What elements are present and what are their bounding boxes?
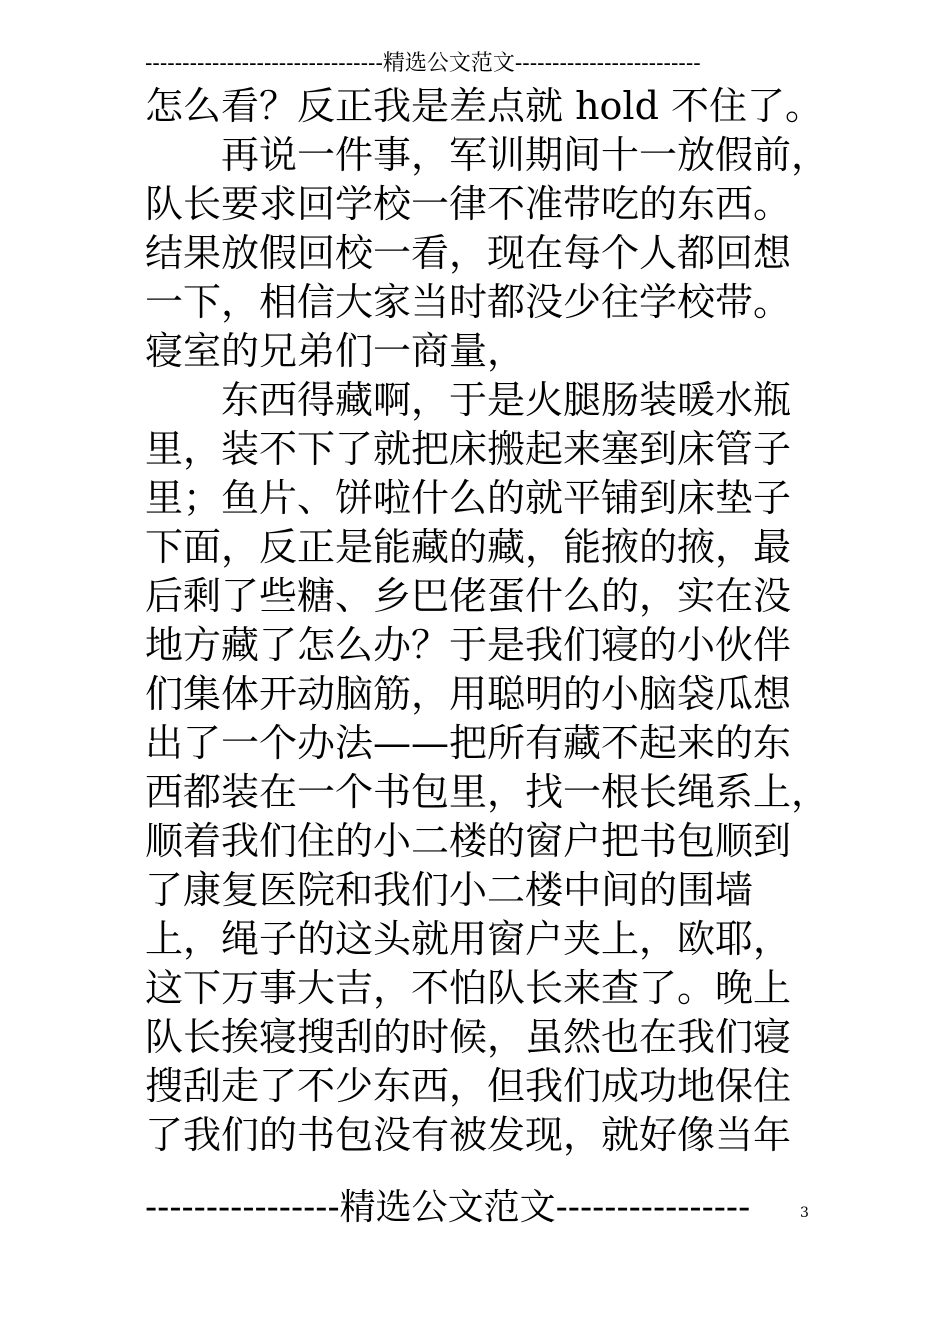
text-line: 顺着我们住的小二楼的窗户把书包顺到 bbox=[145, 819, 792, 863]
text-line: 里，装不下了就把床搬起来塞到床管子 bbox=[145, 427, 792, 471]
text-line: 一下，相信大家当时都没少往学校带。 bbox=[145, 280, 792, 324]
text-line: 东西得藏啊，于是火腿肠装暖水瓶 bbox=[145, 378, 792, 422]
text-line: 出了一个办法——把所有藏不起来的东 bbox=[145, 721, 792, 765]
text-line: 队长要求回学校一律不准带吃的东西。 bbox=[145, 182, 792, 226]
text-line: 里；鱼片、饼啦什么的就平铺到床垫子 bbox=[145, 476, 792, 520]
text-line: 上，绳子的这头就用窗户夹上，欧耶， bbox=[145, 917, 792, 961]
document-body bbox=[145, 82, 830, 1160]
text-line: 地方藏了怎么办？于是我们寝的小伙伴 bbox=[145, 623, 792, 667]
text-line: 后剩了些糖、乡巴佬蛋什么的，实在没 bbox=[145, 574, 792, 618]
text-line: 下面，反正是能藏的藏，能掖的掖，最 bbox=[145, 525, 792, 569]
text-line: 队长挨寝搜刮的时候，虽然也在我们寝 bbox=[145, 1015, 792, 1059]
page-footer: ----------------精选公文范文---------------- bbox=[145, 1187, 751, 1228]
text-line: 西都装在一个书包里，找一根长绳系上， bbox=[145, 770, 830, 814]
text-line: 寝室的兄弟们一商量， bbox=[145, 329, 526, 373]
page-number: 3 bbox=[800, 1205, 809, 1221]
text-line: 了康复医院和我们小二楼中间的围墙 bbox=[145, 868, 754, 912]
text-line: 了我们的书包没有被发现，就好像当年 bbox=[145, 1113, 792, 1157]
page-header: --------------------------------精选公文范文------------------------- bbox=[145, 51, 701, 76]
text-line: 们集体开动脑筋，用聪明的小脑袋瓜想 bbox=[145, 672, 792, 716]
text-line: 结果放假回校一看，现在每个人都回想 bbox=[145, 231, 792, 275]
text-line: 搜刮走了不少东西，但我们成功地保住 bbox=[145, 1064, 792, 1108]
text-line: 再说一件事，军训期间十一放假前， bbox=[145, 133, 830, 177]
text-line: 这下万事大吉，不怕队长来查了。晚上 bbox=[145, 966, 792, 1010]
text-line: 怎么看？反正我是差点就 hold 不住了。 bbox=[145, 84, 823, 128]
